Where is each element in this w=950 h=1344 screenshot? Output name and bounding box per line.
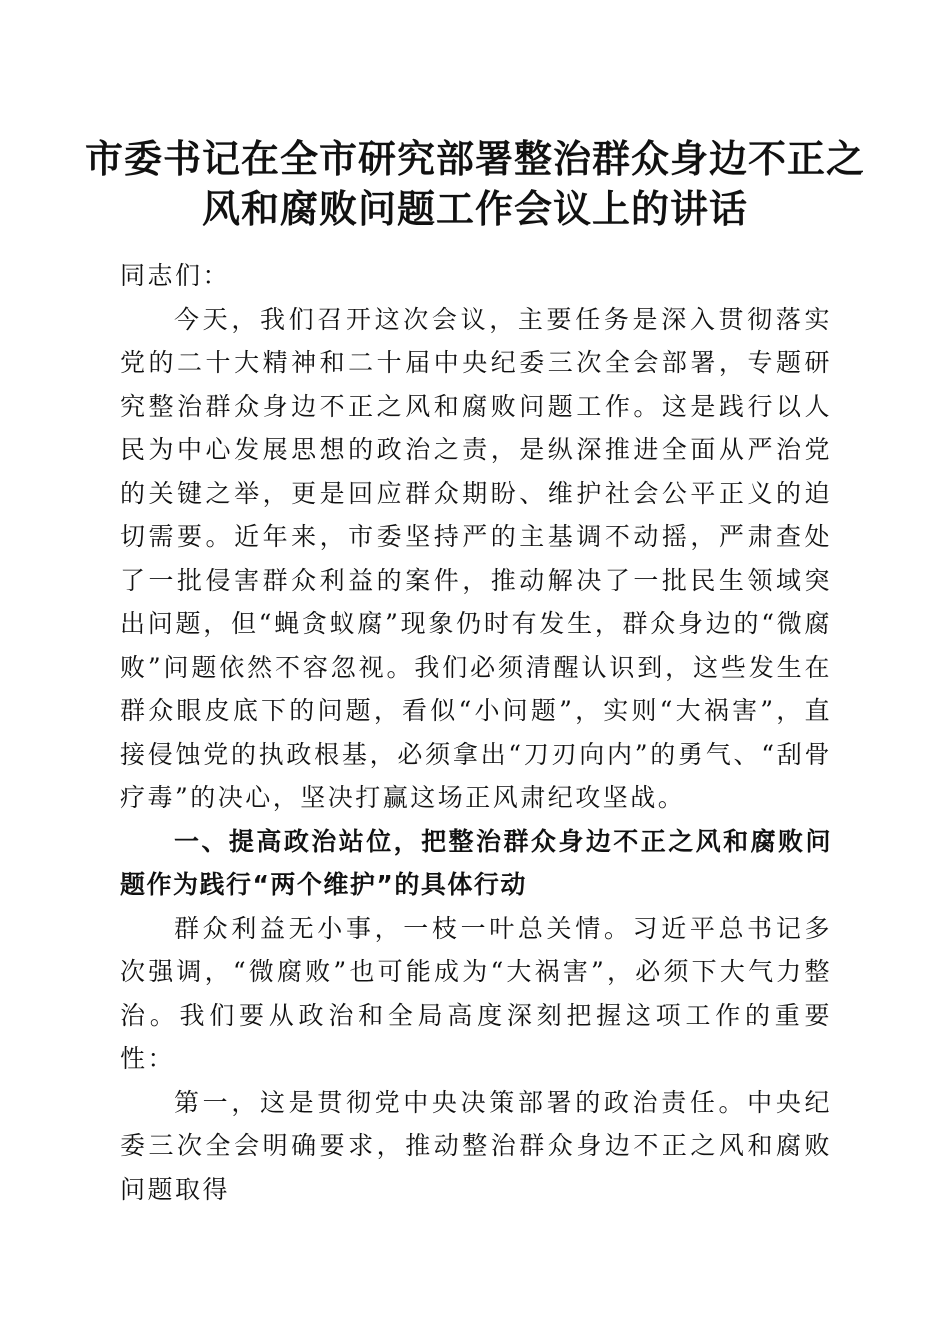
paragraph-intro: 今天，我们召开这次会议，主要任务是深入贯彻落实党的二十大精神和二十届中央纪委三次全会部署，专题研究整治群众身边不正之风和腐败问题工作。这是践行以人民为中心发展思想的政治之责，是纵深推进全面从严治党的关键之举，更是回应群众期盼、维护社会公平正义的迫切需要。近年来，市委坚持严的主基调不动摇，严肃查处了一批侵害群众利益的案件，推动解决了一批民生领域突出问题，但“蝇贪蚁腐”现象仍时有发生，群众身边的“微腐败”问题依然不容忽视。我们必须清醒认识到，这些发生在群众眼皮底下的问题，看似“小问题”，实则“大祸害”，直接侵蚀党的执政根基，必须拿出“刀刃向内”的勇气、“刮骨疗毒”的决心，坚决打赢这场正风肃纪攻坚战。 <box>120 304 832 812</box>
section-heading-1: 一、提高政治站位，把整治群众身边不正之风和腐败问题作为践行“两个维护”的具体行动 <box>120 826 832 899</box>
paragraph-3: 第一，这是贯彻党中央决策部署的政治责任。中央纪委三次全会明确要求，推动整治群众身边不正之风和腐败问题取得 <box>120 1087 832 1204</box>
salutation: 同志们： <box>120 261 231 290</box>
document-body <box>120 254 832 1211</box>
paragraph-2: 群众利益无小事，一枝一叶总关情。习近平总书记多次强调，“微腐败”也可能成为“大祸害”，必须下大气力整治。我们要从政治和全局高度深刻把握这项工作的重要性： <box>120 913 832 1073</box>
document-title <box>80 134 870 234</box>
title-line-1: 市委书记在全市研究部署整治群众身边不正之 <box>84 136 865 181</box>
title-line-2: 风和腐败问题工作会议上的讲话 <box>201 186 748 231</box>
